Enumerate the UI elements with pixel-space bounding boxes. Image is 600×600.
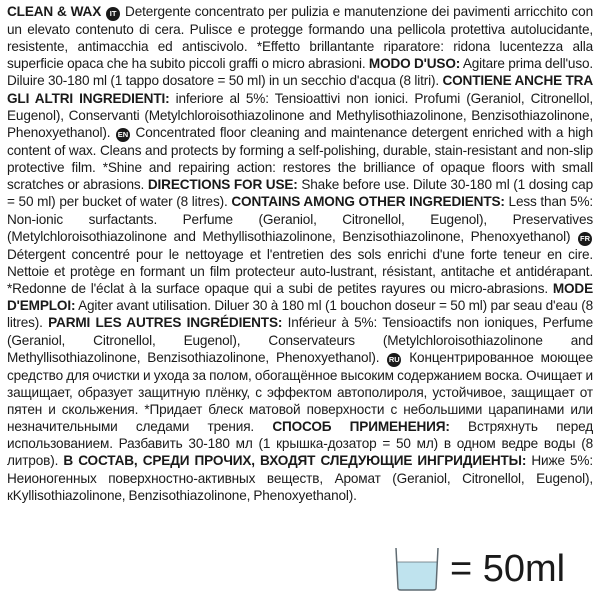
it-description: Detergente concentrato per pulizia e manutenzione dei pavimenti arricchito con un elevato contenuto di cera. Pulisce e protegge formando una pellicola protettiva autolucidante, resistente, antimacchia ed antiscivolo. *Effetto brillantante riparatore: ridona lucentezza alla superficie opaca che ha subito piccoli graffi o micro abrasioni. [7,4,593,72]
product-label-text [7,3,593,504]
fr-ingredients-text: Inférieur à 5%: Tensioactifs non ioniques, Perfume (Geraniol, Citronellol, Eugenol), Conservateurs (Metylchloroisothiazolinone and Methyllisothiazolinone, Benzisothiazolinone, Phenoxyethanol). [7,315,593,365]
french-flag-icon: FR [578,232,592,246]
italian-flag-icon: IT [106,7,120,21]
en-ingredients-heading: CONTAINS AMONG OTHER INGREDIENTS: [231,194,505,210]
fr-usage-text: Agiter avant utilisation. Diluer 30 à 180 ml (1 bouchon doseur = 50 ml) par seau d'eau (8 litres). [7,298,593,331]
it-ingredients-text: inferiore al 5%: Tensioattivi non ionici. Profumi (Geraniol, Citronellol, Eugenol), Conservanti (Metylchloroisothiazolinone and Methylisothiazolinone, Benzisothiazolinone, Phenoxyethanol). [7,90,593,140]
product-name: CLEAN & WAX [7,4,102,19]
russian-flag-icon: RU [387,353,401,367]
english-flag-icon: EN [116,128,130,142]
dosing-cup-icon [394,546,440,591]
it-ingredients-heading: CONTIENE ANCHE TRA GLI ALTRI INGREDIENTI: [7,73,593,106]
en-usage-text: Shake before use. Dilute 30-180 ml (1 dosing cap = 50 ml) per bucket of water (8 litres). [7,177,593,210]
en-ingredients-text: Less than 5%: Non-ionic surfactants. Perfume (Geraniol, Citronellol, Eugenol), Preservatives (Metylchloroisothiazolinone and Methyllisothiazolinone, Benzisothiazolinone, Phenoxyethanol) [7,194,594,244]
it-usage-heading: MODO D'USO: [368,56,461,72]
en-description: Concentrated floor cleaning and maintenance detergent enriched with a high content of wax. Cleans and protects by forming a self-polishing, durable, stain-resistant and non-slip protective film. *Shine and repairing action: restores the brilliance of opaque floors with small scratches or abrasions. [7,124,594,193]
it-usage-text: Agitare prima dell'uso. Diluire 30-180 ml (1 tappo dosatore = 50 ml) in un secchio d'acqua (8 litri). [7,56,594,89]
ru-usage-heading: СПОСОБ ПРИМЕНЕНИЯ: [272,419,450,435]
fr-description: Détergent concentré pour le nettoyage et l'entretien des sols enrichi d'une forte teneur en cire. Nettoie et protège en formant un film protecteur auto-lustrant, résistant, antitache et antidérapant. *Redonne de l'éclat à la surface opaque qui a subi de petites rayures ou micro-abrasions. [7,246,593,297]
fr-usage-heading: MODE D'EMPLOI: [7,281,593,314]
ru-usage-text: Встряхнуть перед использованием. Разбавить 30-180 мл (1 крышка-дозатор = 50 мл) в одном ведре воды (8 литров). [7,419,593,469]
ru-description: Концентрированное моющее средство для очистки и ухода за полом, обогащённое высоким содержанием воска. Очищает и защищает, образует защитную плёнку, с эффектом автополироля, устойчивое, защищает от пятен и скольжения. *Придает блеск матовой поверхности с небольшими царапинами или незначительными следами трения. [7,349,593,435]
fr-ingredients-heading: PARMI LES AUTRES INGRÉDIENTS: [48,315,283,331]
ru-ingredients-heading: В СОСТАВ, СРЕДИ ПРОЧИХ, ВХОДЯТ СЛЕДУЮЩИЕ ИНГРИДИЕНТЫ: [63,453,527,469]
ru-ingredients-text: Ниже 5%: Неионогенных поверхностно-активных веществ, Аромат (Geraniol, Citronellol, Eugenol), кKyllisothiazolinone, Benzisothiazolinone, Phenoxyethanol). [7,453,593,503]
dose-label: = 50ml [450,548,566,590]
en-usage-heading: DIRECTIONS FOR USE: [147,177,298,193]
